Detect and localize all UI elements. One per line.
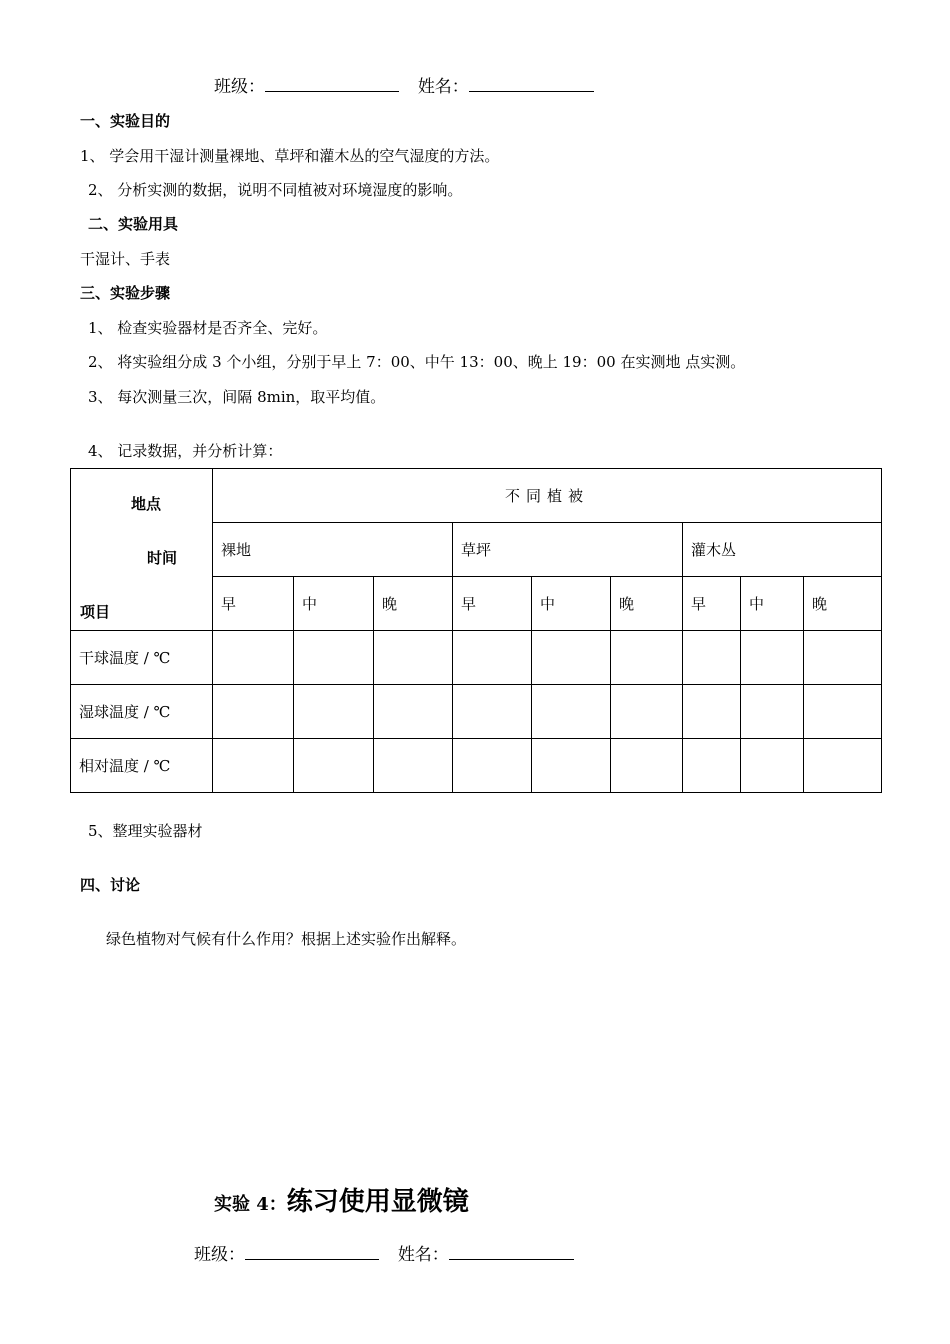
time-cell: 晚 — [374, 577, 453, 631]
data-cell[interactable] — [294, 685, 374, 739]
time-cell: 中 — [741, 577, 804, 631]
class-field[interactable] — [265, 77, 399, 92]
data-cell[interactable] — [611, 685, 683, 739]
tools-title: 二、实验用具 — [88, 215, 179, 233]
data-cell[interactable] — [532, 739, 611, 793]
data-cell[interactable] — [741, 685, 804, 739]
top-name-bar — [214, 72, 594, 97]
data-cell[interactable] — [611, 739, 683, 793]
bottom-class-label: 班级： — [194, 1245, 245, 1265]
data-cell[interactable] — [213, 631, 294, 685]
time-cell: 晚 — [611, 577, 683, 631]
table-corner-cell — [71, 469, 213, 631]
step-item-2: 2、 将实验组分成 3 个小组，分别于早上 7：00、中午 13：00、晚上 19：00 在实测地 点实测。 — [88, 353, 746, 371]
table-row — [71, 685, 882, 739]
corner-time-label: 时间 — [147, 549, 178, 567]
data-cell[interactable] — [374, 739, 453, 793]
time-cell: 中 — [294, 577, 374, 631]
data-cell[interactable] — [453, 685, 532, 739]
time-cell: 中 — [532, 577, 611, 631]
bottom-name-label: 姓名： — [397, 1245, 449, 1265]
data-cell[interactable] — [683, 631, 741, 685]
steps-title: 三、实验步骤 — [80, 284, 171, 302]
data-cell[interactable] — [611, 631, 683, 685]
row-label-relative: 相对温度 / ℃ — [71, 739, 213, 793]
row-label-dry-bulb: 干球温度 / ℃ — [71, 631, 213, 685]
group-shrub: 灌木丛 — [683, 523, 882, 577]
corner-place-label: 地点 — [131, 495, 162, 513]
data-cell[interactable] — [804, 739, 882, 793]
data-cell[interactable] — [804, 685, 882, 739]
time-cell: 早 — [213, 577, 294, 631]
bottom-class-field[interactable] — [245, 1245, 379, 1260]
step-item-4: 4、 记录数据，并分析计算： — [88, 442, 283, 460]
data-cell[interactable] — [741, 631, 804, 685]
data-cell[interactable] — [683, 685, 741, 739]
group-bare-land: 裸地 — [213, 523, 453, 577]
vegetation-header: 不同植被 — [213, 469, 882, 523]
table-row — [71, 739, 882, 793]
data-cell[interactable] — [683, 739, 741, 793]
purpose-item-1: 1、 学会用干湿计测量裸地、草坪和灌木丛的空气湿度的方法。 — [80, 147, 500, 165]
discussion-text: 绿色植物对气候有什么作用？根据上述实验作出解释。 — [106, 930, 467, 948]
time-cell: 晚 — [804, 577, 882, 631]
name-label: 姓名： — [417, 77, 469, 97]
data-cell[interactable] — [532, 685, 611, 739]
bottom-name-field[interactable] — [449, 1245, 574, 1260]
data-cell[interactable] — [741, 739, 804, 793]
time-cell: 早 — [683, 577, 741, 631]
data-cell[interactable] — [374, 631, 453, 685]
time-cell: 早 — [453, 577, 532, 631]
row-label-wet-bulb: 湿球温度 / ℃ — [71, 685, 213, 739]
discussion-title: 四、讨论 — [80, 876, 141, 894]
purpose-item-2: 2、 分析实测的数据，说明不同植被对环境湿度的影响。 — [88, 181, 463, 199]
data-cell[interactable] — [294, 631, 374, 685]
table-row — [71, 631, 882, 685]
data-cell[interactable] — [532, 631, 611, 685]
name-field[interactable] — [469, 77, 594, 92]
data-cell[interactable] — [213, 685, 294, 739]
data-cell[interactable] — [453, 631, 532, 685]
data-cell[interactable] — [213, 739, 294, 793]
class-label: 班级： — [214, 77, 265, 97]
tools-text: 干湿计、手表 — [80, 250, 171, 268]
next-experiment-heading — [214, 1181, 469, 1218]
group-lawn: 草坪 — [453, 523, 683, 577]
corner-item-label: 项目 — [80, 603, 111, 621]
bottom-name-bar — [194, 1240, 574, 1265]
purpose-title: 一、实验目的 — [80, 112, 171, 130]
data-table — [70, 468, 882, 793]
step-item-5: 5、整理实验器材 — [88, 822, 203, 840]
data-cell[interactable] — [453, 739, 532, 793]
data-cell[interactable] — [294, 739, 374, 793]
data-cell[interactable] — [804, 631, 882, 685]
next-experiment-prefix: 实验 4： — [214, 1194, 287, 1215]
data-cell[interactable] — [374, 685, 453, 739]
step-item-3: 3、 每次测量三次，间隔 8min，取平均值。 — [88, 388, 386, 406]
step-item-1: 1、 检查实验器材是否齐全、完好。 — [88, 319, 328, 337]
next-experiment-title: 练习使用显微镜 — [286, 1187, 469, 1217]
